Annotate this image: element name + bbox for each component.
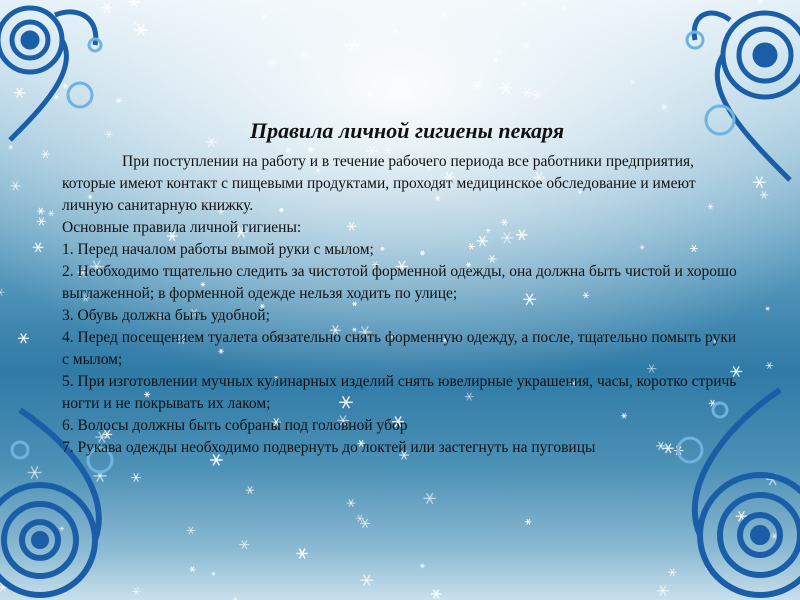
snowflake-icon	[41, 150, 50, 158]
snowflake-icon	[345, 39, 359, 51]
snowflake-icon	[132, 588, 140, 595]
snowflake-icon	[366, 90, 375, 98]
snowflake-icon	[760, 191, 768, 198]
snowflake-icon	[0, 289, 4, 296]
rules-heading: Основные правила личной гигиены:	[62, 219, 302, 236]
snowflake-icon	[187, 527, 196, 535]
rule-item: 1. Перед началом работы вымой руки с мылом;	[62, 241, 374, 258]
snowflake-icon	[18, 334, 29, 344]
snowflake-icon	[297, 549, 309, 559]
snowflake-icon	[347, 499, 356, 506]
snowflake-icon	[356, 515, 364, 522]
snowflake-icon	[128, 0, 140, 7]
slide-title: Правила личной гигиены пекаря	[249, 118, 565, 143]
snowflake-icon	[37, 208, 45, 215]
snowflake-icon	[262, 15, 267, 19]
snowflake-icon	[246, 486, 255, 494]
snowflake-icon	[440, 11, 447, 17]
rule-item: 5. При изготовлении мучных кулинарных изделий снять ювелирные украшения, часы, коротко стричь ногти и не покрывать их лаком;	[62, 373, 737, 412]
snowflake-icon	[533, 91, 543, 99]
snowflake-icon	[561, 7, 566, 12]
snowflake-icon	[522, 42, 531, 50]
snowflake-icon	[471, 81, 482, 90]
snowflake-icon	[37, 218, 46, 226]
rule-item: 7. Рукава одежды необходимо подвернуть до локтей или застегнуть на пуговицы	[62, 439, 596, 456]
snowflake-icon	[48, 211, 54, 216]
snowflake-icon	[431, 590, 441, 599]
snowflake-icon	[525, 519, 531, 525]
snowflake-icon	[267, 58, 278, 67]
snowflake-icon	[424, 493, 436, 504]
snowflake-icon	[131, 473, 141, 481]
rule-item: 3. Обувь должна быть удобной;	[62, 307, 270, 324]
snowflake-icon	[522, 88, 533, 97]
rule-item: 2. Необходимо тщательно следить за чистотой форменной одежды, она должна быть чистой и хорошо выглаженной; в форменной одежде нельзя ходить по улице;	[62, 263, 737, 302]
intro-paragraph: При поступлении на работу и в течение рабочего периода все работники предприятия, которые имеют контакт с пищевыми продуктами, проходят медицинское обследование и имеют личную санитарную книжку.	[62, 153, 696, 214]
snowflake-icon	[420, 564, 425, 568]
snowflake-icon	[360, 575, 373, 586]
snowflake-icon	[133, 20, 138, 24]
snowflake-icon	[189, 567, 195, 573]
rule-item: 6. Волосы должны быть собраны под головной убор	[62, 417, 408, 434]
rule-item: 4. Перед посещением туалета обязательно снять форменную одежду, а после, тщательно помыть руки с мылом;	[62, 329, 737, 368]
snowflake-icon	[766, 362, 773, 368]
snowflake-icon	[239, 540, 249, 549]
snowflake-icon	[765, 307, 769, 311]
snowflake-icon	[392, 28, 399, 34]
snowflake-icon	[211, 572, 215, 576]
snowflake-icon	[33, 243, 44, 252]
snowflake-icon	[300, 50, 309, 58]
snowflake-icon	[495, 48, 503, 55]
snowflake-icon	[134, 24, 147, 36]
snowflake-icon	[521, 3, 525, 7]
snowflake-icon	[500, 82, 513, 93]
snowflake-icon	[493, 58, 498, 62]
snowflake-icon	[10, 182, 20, 191]
snowflake-icon	[630, 80, 636, 85]
slide-content	[62, 117, 742, 459]
